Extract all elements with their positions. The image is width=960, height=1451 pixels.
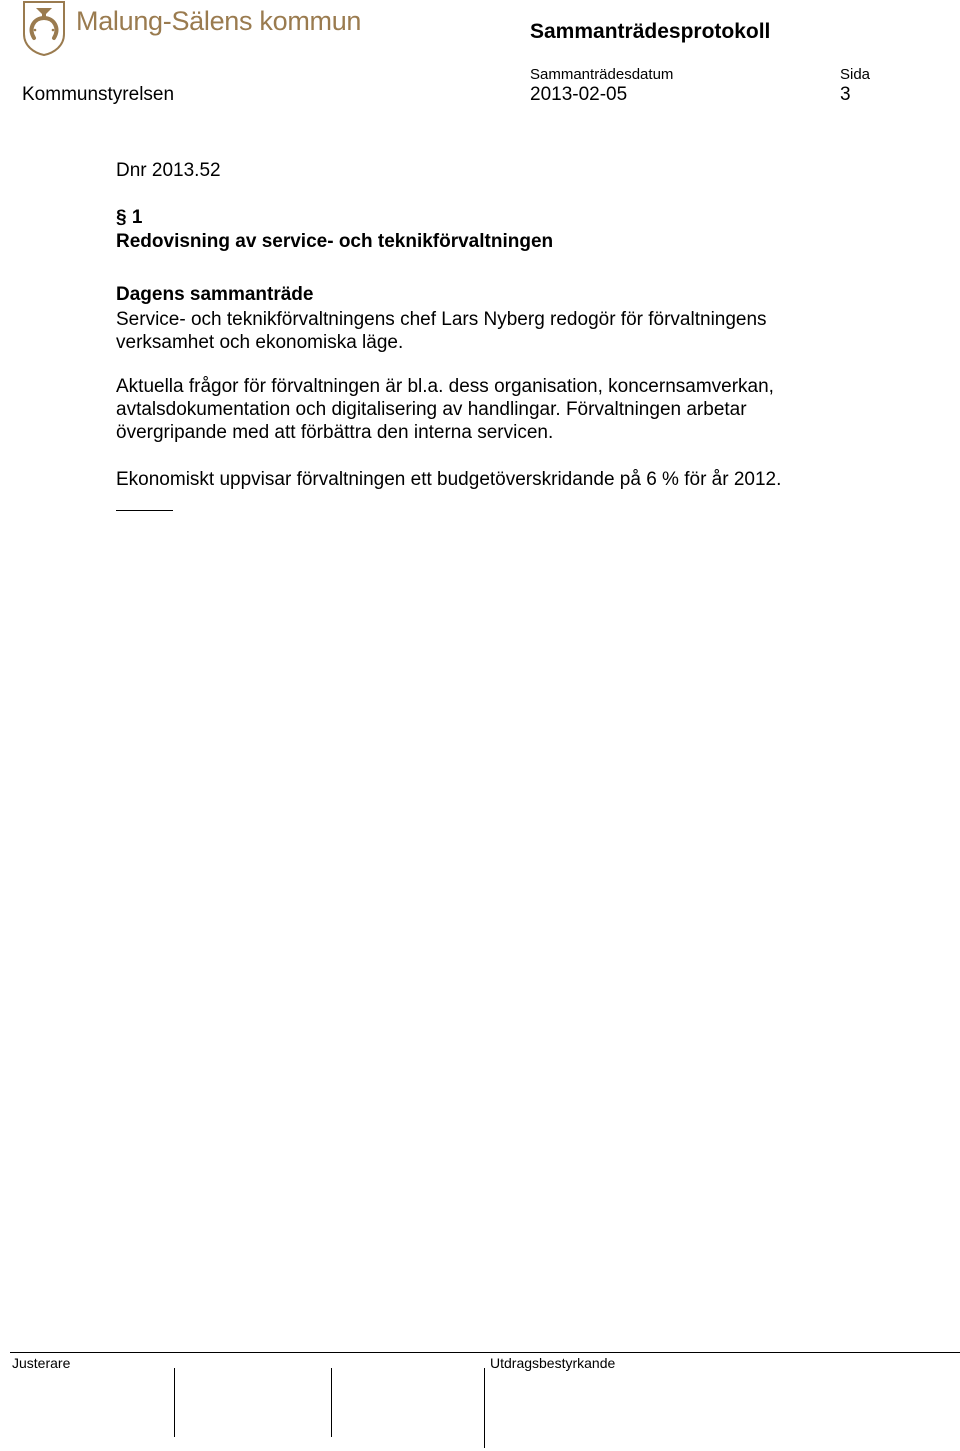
- utdragsbestyrkande-label: Utdragsbestyrkande: [490, 1355, 616, 1371]
- municipality-name-logo: Malung-Sälens kommun: [76, 6, 362, 36]
- meeting-date: 2013-02-05: [530, 84, 628, 105]
- paragraph-line: Service- och teknikförvaltningens chef Lars Nyberg redogör för förvaltningens: [116, 309, 767, 330]
- section-number: § 1: [116, 207, 143, 228]
- page-number: 3: [840, 84, 851, 105]
- paragraph: [116, 468, 781, 491]
- signature-box-divider: [331, 1368, 332, 1437]
- meeting-date-label: Sammanträdesdatum: [530, 66, 674, 83]
- paragraph: [116, 375, 774, 444]
- paragraph-line: övergripande med att förbättra den interna servicen.: [116, 422, 554, 443]
- signature-box-divider: [484, 1368, 485, 1448]
- footer-divider: [10, 1352, 960, 1353]
- paragraph: [116, 308, 767, 354]
- justerare-label: Justerare: [12, 1355, 71, 1371]
- board-name: Kommunstyrelsen: [22, 84, 175, 105]
- paragraph-line: avtalsdokumentation och digitalisering av handlingar. Förvaltningen arbetar: [116, 399, 747, 420]
- paragraph-line: verksamhet och ekonomiska läge.: [116, 332, 404, 353]
- paragraph-line: Ekonomiskt uppvisar förvaltningen ett budgetöverskridande på 6 % för år 2012.: [116, 469, 782, 490]
- paragraph-line: Aktuella frågor för förvaltningen är bl.a. dess organisation, koncernsamverkan,: [116, 376, 774, 397]
- page-label: Sida: [840, 66, 871, 83]
- section-subheading: Dagens sammanträde: [116, 284, 314, 305]
- diary-number: Dnr 2013.52: [116, 160, 221, 181]
- document-type-heading: Sammanträdesprotokoll: [530, 20, 771, 43]
- signature-box-divider: [174, 1368, 175, 1437]
- section-title: Redovisning av service- och teknikförvaltningen: [116, 231, 554, 252]
- section-end-rule: [116, 510, 173, 511]
- municipality-logo-crest: [22, 0, 66, 56]
